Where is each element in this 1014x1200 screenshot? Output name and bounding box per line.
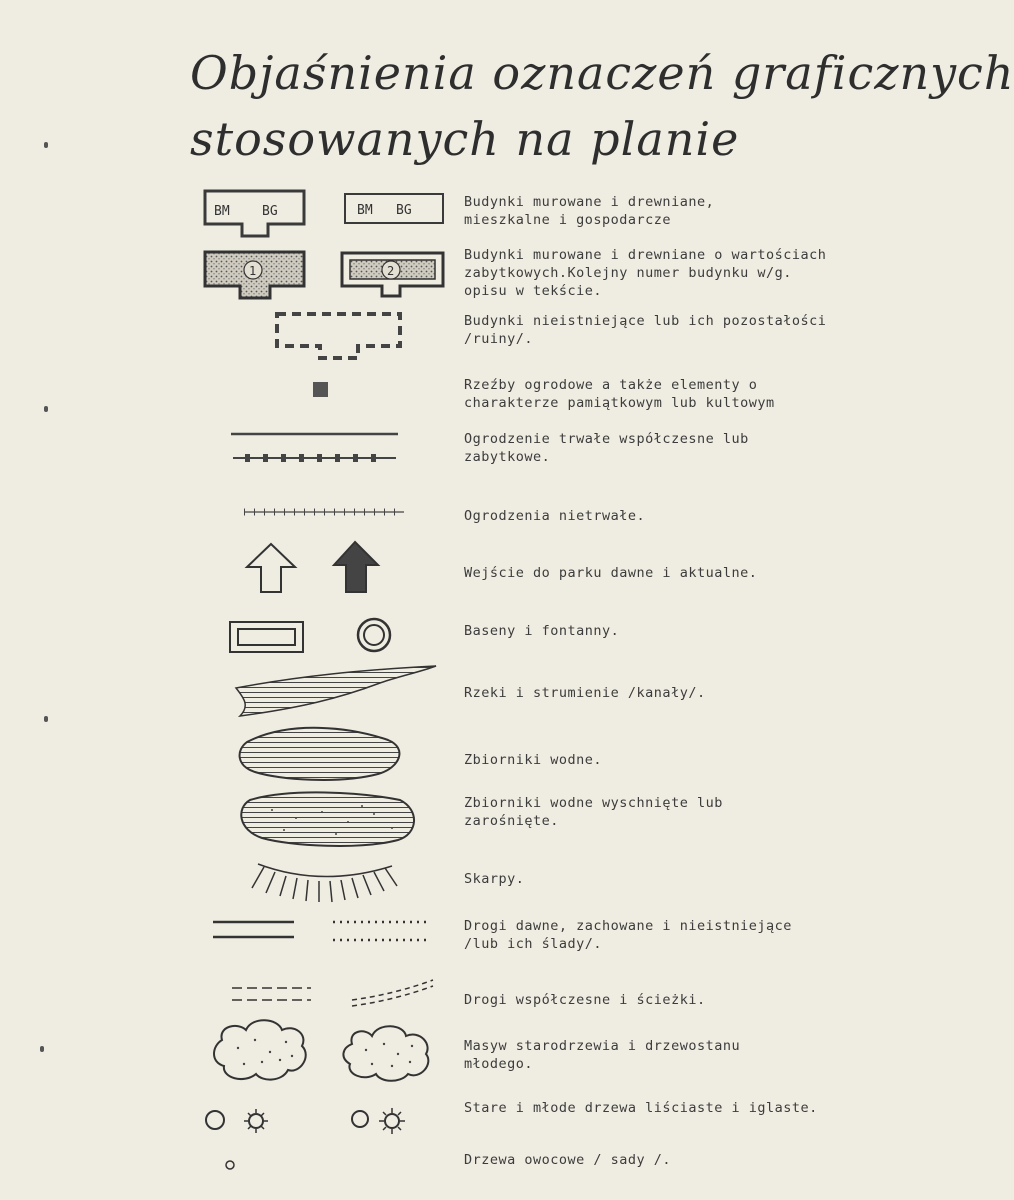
modern-road-symbol bbox=[232, 980, 433, 1006]
legend-text-old-roads: Drogi dawne, zachowane i nieistniejące /lub ich ślady/. bbox=[464, 918, 792, 952]
historic-building-symbol bbox=[205, 252, 443, 298]
coniferous-tree-icon bbox=[385, 1114, 399, 1128]
page-title-line-2: stosowanych na planie bbox=[190, 112, 740, 166]
legend-text-dry-ponds: Zbiorniki wodne wyschnięte lub zarośnięte. bbox=[464, 795, 723, 829]
legend-text-fruit-trees: Drzewa owocowe / sady /. bbox=[464, 1152, 672, 1168]
pond-symbol bbox=[240, 728, 400, 780]
legend-text-historic-buildings: Budynki murowane i drewniane o wartościach zabytkowych.Kolejny numer budynku w/g. opisu w tekście. bbox=[464, 247, 827, 299]
legend-text-fencing: Ogrodzenie trwałe współczesne lub zabytkowe. bbox=[464, 431, 749, 465]
legend-text-tree-stands: Masyw starodrzewia i drzewostanu młodego. bbox=[464, 1038, 741, 1072]
building-number-1: 1 bbox=[249, 264, 257, 278]
escarpment-symbol bbox=[252, 864, 397, 902]
tree-symbols bbox=[206, 1108, 405, 1134]
pool-fountain-symbols bbox=[230, 619, 390, 652]
legend-text-sculptures: Rzeźby ogrodowe a także elementy o charakterze pamiątkowym lub kultowym bbox=[464, 377, 775, 411]
young-coniferous-tree-rays-icon bbox=[244, 1109, 268, 1133]
legend-text-ruins: Budynki nieistniejące lub ich pozostałości /ruiny/. bbox=[464, 313, 827, 347]
dry-pond-symbol bbox=[241, 792, 414, 846]
fruit-tree-icon bbox=[226, 1161, 234, 1169]
legend-text-modern-roads: Drogi współczesne i ścieżki. bbox=[464, 992, 706, 1008]
old-entrance-arrow-icon bbox=[247, 544, 295, 592]
building-label-bg: BG bbox=[262, 204, 278, 219]
legend-text-buildings: Budynki murowane i drewniane, mieszkalne i gospodarcze bbox=[464, 194, 715, 228]
legend-text-entrance: Wejście do parku dawne i aktualne. bbox=[464, 565, 758, 581]
building-label-bm: BM bbox=[357, 203, 373, 218]
current-entrance-arrow-icon bbox=[334, 542, 378, 592]
entrance-arrow-symbols bbox=[247, 542, 378, 592]
permanent-fence-symbol bbox=[231, 434, 398, 462]
legend-text-pools: Baseny i fontanny. bbox=[464, 623, 620, 639]
legend-text-ponds: Zbiorniki wodne. bbox=[464, 752, 603, 768]
ruins-symbol bbox=[277, 314, 400, 358]
river-symbol bbox=[236, 666, 436, 716]
old-road-symbol bbox=[213, 922, 426, 940]
young-deciduous-tree-icon bbox=[249, 1114, 263, 1128]
page-title-line-1: Objaśnienia oznaczeń graficznych bbox=[190, 46, 1014, 100]
tree-stand-symbols bbox=[214, 1020, 428, 1081]
legend-text-escarpments: Skarpy. bbox=[464, 871, 525, 887]
legend-text-trees: Stare i młode drzewa liściaste i iglaste. bbox=[464, 1100, 818, 1116]
building-label-bg: BG bbox=[396, 203, 412, 218]
old-tree-icon bbox=[352, 1111, 368, 1127]
building-symbol-plain bbox=[205, 191, 443, 236]
building-number-2: 2 bbox=[387, 264, 395, 278]
legend-text-temporary-fencing: Ogrodzenia nietrwałe. bbox=[464, 508, 646, 524]
legend-text-rivers: Rzeki i strumienie /kanały/. bbox=[464, 685, 706, 701]
sculpture-symbol bbox=[313, 382, 328, 397]
building-label-bm: BM bbox=[214, 204, 230, 219]
old-deciduous-tree-icon bbox=[206, 1111, 224, 1129]
